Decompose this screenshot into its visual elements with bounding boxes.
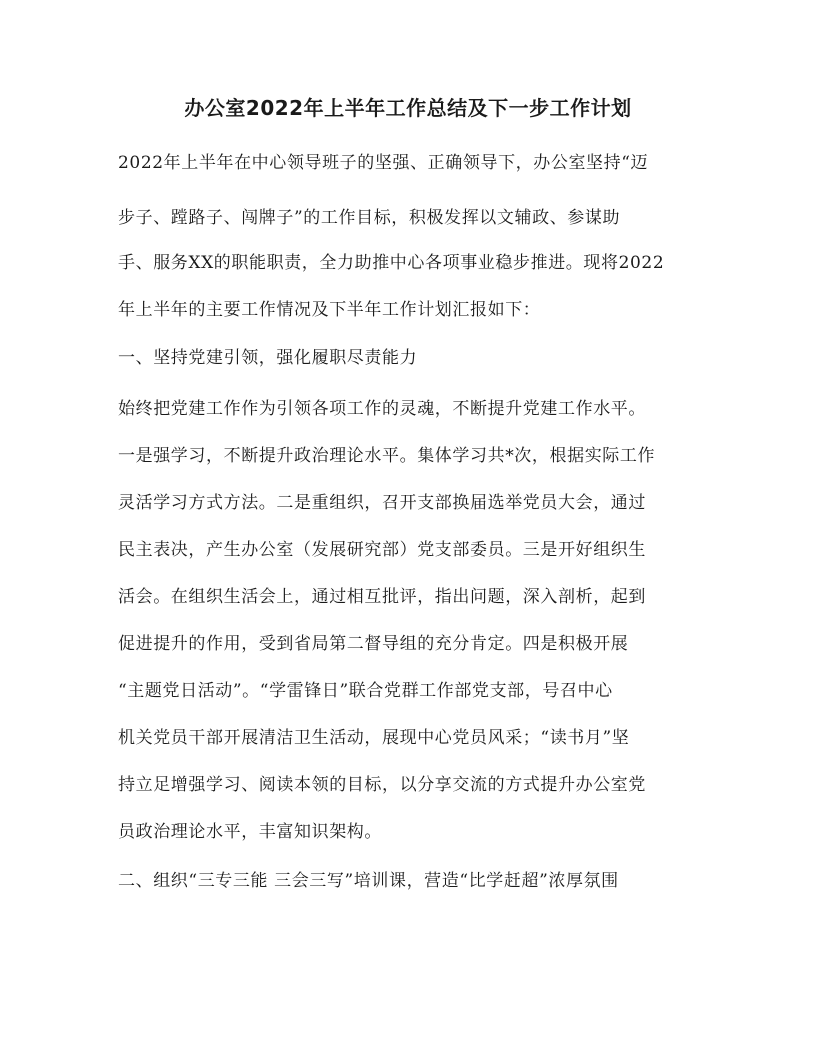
paragraph-line: 始终把党建工作作为引领各项工作的灵魂，不断提升党建工作水平。 [118,399,646,419]
paragraph-line: 手、服务XX的职能职责，全力助推中心各项事业稳步推进。现将2022 [118,253,665,273]
paragraph-line: “主题党日活动”。“学雷锋日”联合党群工作部党支部，号召中心 [118,681,613,701]
paragraph-line: 促进提升的作用，受到省局第二督导组的充分肯定。四是积极开展 [118,634,629,654]
paragraph-line: 民主表决，产生办公室（发展研究部）党支部委员。三是开好组织生 [118,540,646,560]
document-title: 办公室2022年上半年工作总结及下一步工作计划 [184,96,632,120]
paragraph-line: 年上半年的主要工作情况及下半年工作计划汇报如下： [118,300,541,320]
paragraph-line: 持立足增强学习、阅读本领的目标，以分享交流的方式提升办公室党 [118,775,646,795]
paragraph-line: 步子、蹚路子、闯牌子”的工作目标，积极发挥以文辅政、参谋助 [118,208,621,228]
paragraph-line: 2022年上半年在中心领导班子的坚强、正确领导下，办公室坚持“迈 [118,153,649,173]
paragraph-line: 灵活学习方式方法。二是重组织，召开支部换届选举党员大会，通过 [118,493,646,513]
paragraph-line: 员政治理论水平，丰富知识架构。 [118,822,382,842]
paragraph-line: 机关党员干部开展清洁卫生活动，展现中心党员风采；“读书月”坚 [118,728,630,748]
section-heading: 一、坚持党建引领，强化履职尽责能力 [118,348,418,368]
paragraph-line: 活会。在组织生活会上，通过相互批评，指出问题，深入剖析，起到 [118,587,646,607]
paragraph-line: 一是强学习，不断提升政治理论水平。集体学习共*次，根据实际工作 [118,446,656,466]
section-heading: 二、组织“三专三能 三会三写”培训课，营造“比学赶超”浓厚氛围 [118,871,619,891]
